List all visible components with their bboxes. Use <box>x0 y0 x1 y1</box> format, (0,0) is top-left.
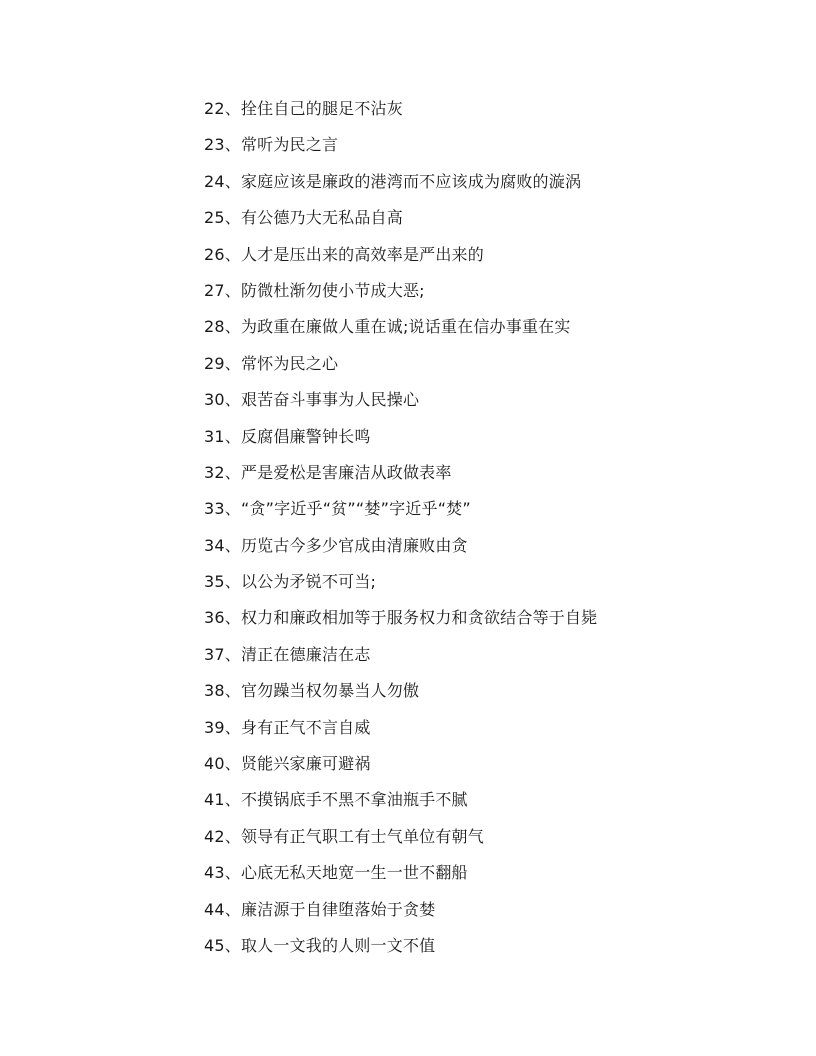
list-item: 28、为政重在廉做人重在诚;说话重在信办事重在实 <box>204 317 571 337</box>
list-item: 23、常听为民之言 <box>204 135 339 155</box>
list-item: 24、家庭应该是廉政的港湾而不应该成为腐败的漩涡 <box>204 171 582 191</box>
list-item: 33、“贪”字近乎“贫”“婪”字近乎“焚” <box>204 499 471 519</box>
list-item: 29、常怀为民之心 <box>204 353 339 373</box>
list-item: 32、严是爱松是害廉洁从政做表率 <box>204 462 452 482</box>
list-item: 39、身有正气不言自威 <box>204 717 371 737</box>
list-item: 27、防微杜渐勿使小节成大恶; <box>204 280 425 300</box>
list-item: 38、官勿躁当权勿暴当人勿傲 <box>204 681 420 701</box>
list-item: 26、人才是压出来的高效率是严出来的 <box>204 244 484 264</box>
list-item: 22、拴住自己的腿足不沾灰 <box>204 99 403 118</box>
list-item: 42、领导有正气职工有士气单位有朝气 <box>204 826 484 846</box>
list-item: 41、不摸锅底手不黑不拿油瓶手不腻 <box>204 790 468 810</box>
list-item: 31、反腐倡廉警钟长鸣 <box>204 426 371 446</box>
list-item: 34、历览古今多少官成由清廉败由贪 <box>204 535 468 555</box>
list-item: 45、取人一文我的人则一文不值 <box>204 935 436 955</box>
list-item: 43、心底无私天地宽一生一世不翻船 <box>204 863 468 883</box>
list-item: 44、廉洁源于自律堕落始于贪婪 <box>204 899 436 919</box>
list-item: 25、有公德乃大无私品自高 <box>204 208 403 228</box>
list-item: 36、权力和廉政相加等于服务权力和贪欲结合等于自毙 <box>204 608 598 628</box>
list-item: 30、艰苦奋斗事事为人民操心 <box>204 390 420 410</box>
slogan-list <box>204 96 597 969</box>
list-item: 37、清正在德廉洁在志 <box>204 644 371 664</box>
list-item: 40、贤能兴家廉可避祸 <box>204 754 371 774</box>
list-item: 35、以公为矛锐不可当; <box>204 572 377 592</box>
